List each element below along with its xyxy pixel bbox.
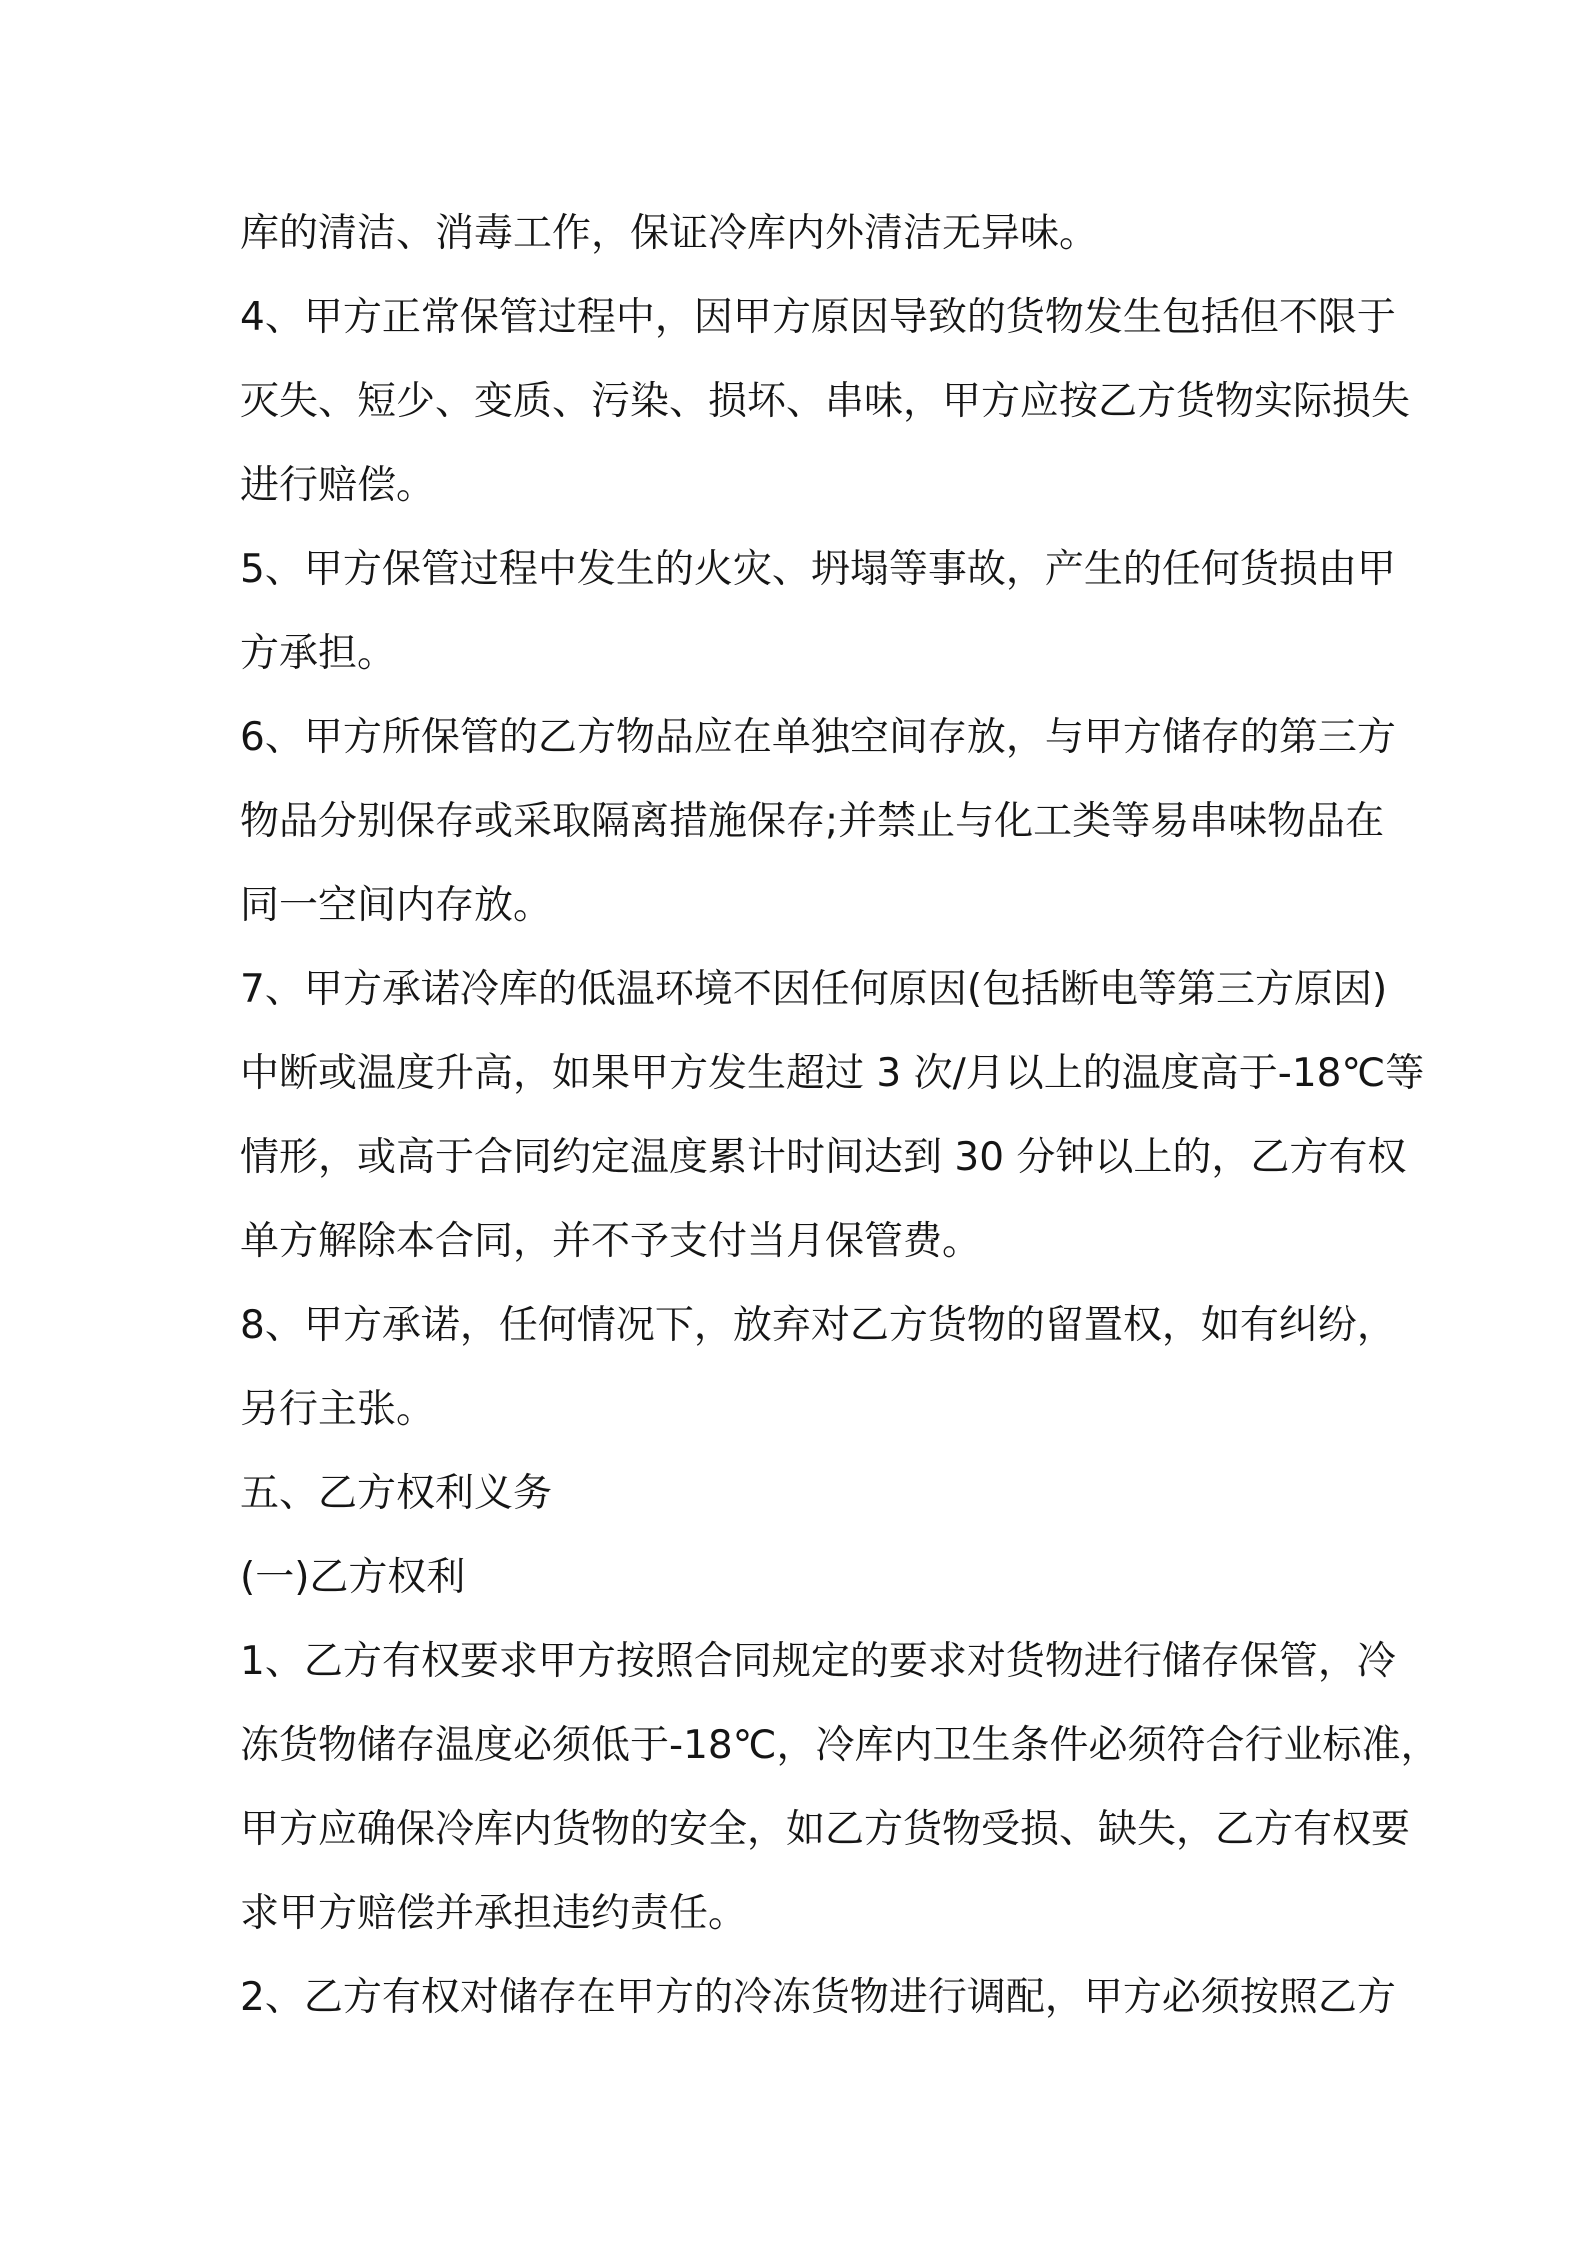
text-line: 1、乙方有权要求甲方按照合同规定的要求对货物进行储存保管，冷	[240, 1639, 1396, 1684]
text-line: 冻货物储存温度必须低于-18℃，冷库内卫生条件必须符合行业标准，	[240, 1723, 1440, 1768]
text-line: 另行主张。	[240, 1387, 436, 1432]
text-line: 7、甲方承诺冷库的低温环境不因任何原因(包括断电等第三方原因)	[240, 967, 1388, 1012]
text-line: 单方解除本合同，并不予支付当月保管费。	[240, 1219, 982, 1264]
subsection-heading: (一)乙方权利	[240, 1555, 466, 1600]
text-line: 中断或温度升高，如果甲方发生超过 3 次/月以上的温度高于-18℃等	[240, 1051, 1425, 1096]
section-heading: 五、乙方权利义务	[240, 1471, 553, 1516]
text-line: 库的清洁、消毒工作，保证冷库内外清洁无异味。	[240, 211, 1099, 256]
text-line: 8、甲方承诺，任何情况下，放弃对乙方货物的留置权，如有纠纷，	[240, 1303, 1396, 1348]
text-line: 5、甲方保管过程中发生的火灾、坍塌等事故，产生的任何货损由甲	[240, 547, 1396, 592]
text-line: 灭失、短少、变质、污染、损坏、串味，甲方应按乙方货物实际损失	[240, 379, 1411, 424]
text-line: 6、甲方所保管的乙方物品应在单独空间存放，与甲方储存的第三方	[240, 715, 1396, 760]
text-line: 4、甲方正常保管过程中，因甲方原因导致的货物发生包括但不限于	[240, 295, 1396, 340]
text-line: 2、乙方有权对储存在甲方的冷冻货物进行调配，甲方必须按照乙方	[240, 1975, 1396, 2020]
text-line: 物品分别保存或采取隔离措施保存;并禁止与化工类等易串味物品在	[240, 799, 1385, 844]
text-line: 求甲方赔偿并承担违约责任。	[240, 1891, 748, 1936]
text-line: 同一空间内存放。	[240, 883, 553, 928]
text-line: 进行赔偿。	[240, 463, 436, 508]
text-line: 甲方应确保冷库内货物的安全，如乙方货物受损、缺失，乙方有权要	[240, 1807, 1411, 1852]
text-line: 方承担。	[240, 631, 397, 676]
document-body	[240, 192, 1440, 2040]
text-line: 情形，或高于合同约定温度累计时间达到 30 分钟以上的，乙方有权	[240, 1135, 1407, 1180]
